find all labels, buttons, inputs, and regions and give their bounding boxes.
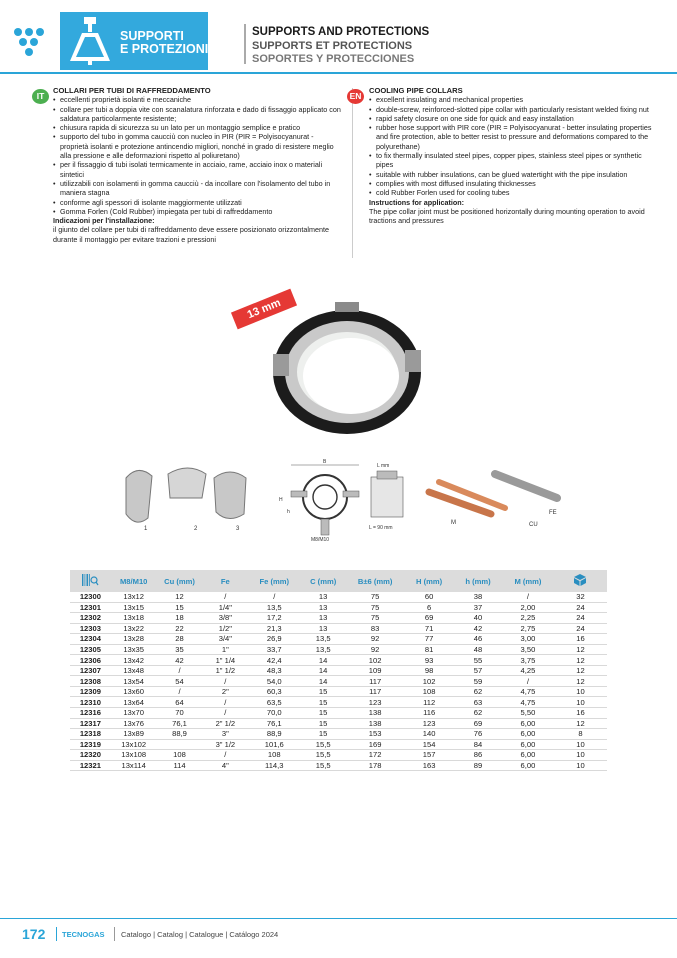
- table-row: [70, 697, 607, 708]
- table-cell: 32: [554, 592, 607, 602]
- col-header: C (mm): [300, 570, 346, 592]
- package-column-header: [554, 570, 607, 592]
- table-cell: /: [202, 708, 248, 719]
- product-code-cell: 12306: [70, 655, 111, 666]
- table-cell: /: [502, 592, 554, 602]
- product-code-cell: 12310: [70, 697, 111, 708]
- col-header: H (mm): [404, 570, 454, 592]
- table-cell: 169: [346, 739, 404, 750]
- table-row: [70, 634, 607, 645]
- table-cell: 60: [404, 592, 454, 602]
- table-cell: 6: [404, 602, 454, 613]
- table-cell: 3,00: [502, 634, 554, 645]
- table-cell: 75: [346, 592, 404, 602]
- product-code-cell: 12308: [70, 676, 111, 687]
- package-quantity-icon: [572, 573, 588, 587]
- instructions-text-en: The pipe collar joint must be positioned horizontally during mounting operation to avoid tractions and pressures: [369, 206, 645, 226]
- table-cell: 153: [346, 729, 404, 740]
- col-header: M8/M10: [111, 570, 157, 592]
- table-cell: 14: [300, 676, 346, 687]
- footer-rule: [0, 918, 677, 919]
- table-cell: 109: [346, 665, 404, 676]
- product-code-cell: 12318: [70, 729, 111, 740]
- table-cell: 102: [346, 655, 404, 666]
- table-cell: 154: [404, 739, 454, 750]
- table-cell: 75: [346, 602, 404, 613]
- table-cell: 69: [454, 718, 502, 729]
- table-cell: 114,3: [248, 760, 300, 771]
- step-label: 1: [144, 526, 148, 532]
- table-cell: 163: [404, 760, 454, 771]
- table-cell: 13x12: [111, 592, 157, 602]
- table-cell: 4,25: [502, 665, 554, 676]
- table-cell: 108: [404, 686, 454, 697]
- label-fe: FE: [549, 510, 557, 516]
- table-cell: 172: [346, 750, 404, 761]
- table-cell: 76,1: [248, 718, 300, 729]
- table-cell: 14: [300, 655, 346, 666]
- table-cell: 117: [346, 676, 404, 687]
- table-cell: 35: [157, 644, 203, 655]
- table-cell: /: [202, 592, 248, 602]
- table-cell: 48,3: [248, 665, 300, 676]
- table-cell: 13x28: [111, 634, 157, 645]
- table-cell: 92: [346, 644, 404, 655]
- table-row: [70, 760, 607, 771]
- table-cell: 15: [300, 729, 346, 740]
- table-row: [70, 739, 607, 750]
- column-divider: [352, 88, 353, 258]
- bullet-item: • complies with most diffused insulating thicknesses: [369, 179, 659, 188]
- product-code-cell: 12320: [70, 750, 111, 761]
- header-title-es: SOPORTES Y PROTECCIONES: [252, 53, 415, 65]
- bullet-item: • cold Rubber Forlen used for cooling tubes: [369, 188, 659, 197]
- table-cell: 86: [454, 750, 502, 761]
- label-cu: CU: [529, 522, 538, 528]
- table-cell: 69: [404, 613, 454, 624]
- table-cell: 48: [454, 644, 502, 655]
- col-header: Cu (mm): [157, 570, 203, 592]
- table-cell: 123: [404, 718, 454, 729]
- brand-name: TECNOGAS: [62, 930, 105, 939]
- table-cell: 37: [454, 602, 502, 613]
- table-cell: 140: [404, 729, 454, 740]
- dim-label-l: L mm: [377, 463, 390, 469]
- bullet-list-it: [53, 95, 343, 216]
- table-body: [70, 592, 607, 771]
- pipe-collar-photo: [265, 298, 430, 438]
- description-title-en: COOLING PIPE COLLARS: [369, 86, 463, 95]
- table-cell: 12: [554, 655, 607, 666]
- table-cell: 3,50: [502, 644, 554, 655]
- table-cell: 26,9: [248, 634, 300, 645]
- table-cell: 13x48: [111, 665, 157, 676]
- table-row: [70, 592, 607, 602]
- table-cell: 6,00: [502, 760, 554, 771]
- table-cell: 13: [300, 613, 346, 624]
- instructions-title-en: Instructions for application:: [369, 197, 465, 207]
- table-cell: 138: [346, 708, 404, 719]
- table-row: [70, 655, 607, 666]
- section-title: SUPPORTI E PROTEZIONI: [120, 29, 209, 56]
- table-cell: 12: [554, 676, 607, 687]
- table-cell: 2,00: [502, 602, 554, 613]
- table-cell: 1" 1/4: [202, 655, 248, 666]
- table-cell: 98: [404, 665, 454, 676]
- table-cell: 42,4: [248, 655, 300, 666]
- table-cell: 33,7: [248, 644, 300, 655]
- table-cell: 10: [554, 686, 607, 697]
- table-cell: 76: [454, 729, 502, 740]
- table-cell: 101,6: [248, 739, 300, 750]
- table-cell: 13x108: [111, 750, 157, 761]
- table-cell: 60,3: [248, 686, 300, 697]
- col-header: Fe (mm): [248, 570, 300, 592]
- table-cell: 13x70: [111, 708, 157, 719]
- col-header: M (mm): [502, 570, 554, 592]
- product-code-cell: 12304: [70, 634, 111, 645]
- table-row: [70, 686, 607, 697]
- header-divider: [244, 24, 246, 64]
- table-cell: 57: [454, 665, 502, 676]
- table-cell: 1": [202, 644, 248, 655]
- thickness-badge: 13 mm: [231, 289, 297, 330]
- menu-dots-icon: [14, 26, 50, 56]
- table-row: [70, 676, 607, 687]
- dim-label-h-small: h: [287, 509, 290, 515]
- table-cell: 54: [157, 676, 203, 687]
- table-cell: 2": [202, 686, 248, 697]
- table-cell: 70: [157, 708, 203, 719]
- table-row: [70, 602, 607, 613]
- description-en: [369, 86, 659, 225]
- dim-label-b: B: [323, 459, 327, 465]
- table-cell: 24: [554, 623, 607, 634]
- table-cell: [157, 739, 203, 750]
- table-cell: 64: [157, 697, 203, 708]
- instructions-text-it: il giunto del collare per tubi di raffreddamento deve essere posizionato orizzontalmente durante il montaggio per evitare trazioni e pressioni: [53, 225, 329, 244]
- table-row: [70, 613, 607, 624]
- step-label: 3: [236, 526, 240, 532]
- table-cell: 2" 1/2: [202, 718, 248, 729]
- support-clamp-icon: [62, 13, 118, 69]
- table-cell: 3": [202, 729, 248, 740]
- table-cell: 12: [157, 592, 203, 602]
- table-cell: 10: [554, 750, 607, 761]
- table-cell: 17,2: [248, 613, 300, 624]
- dim-label-l90: L = 90 mm: [369, 525, 393, 531]
- table-header-row: [70, 570, 607, 592]
- table-cell: 4": [202, 760, 248, 771]
- product-code-cell: 12300: [70, 592, 111, 602]
- installation-steps-diagram: [118, 458, 258, 536]
- table-cell: 13x15: [111, 602, 157, 613]
- table-cell: 77: [404, 634, 454, 645]
- table-cell: /: [248, 592, 300, 602]
- table-cell: 15,5: [300, 750, 346, 761]
- table-cell: 12: [554, 665, 607, 676]
- table-cell: 12: [554, 718, 607, 729]
- table-cell: 138: [346, 718, 404, 729]
- table-cell: 88,9: [248, 729, 300, 740]
- product-code-cell: 12302: [70, 613, 111, 624]
- bullet-item: • to fix thermally insulated steel pipes, copper pipes, stainless steel pipes or synthetic pipes: [369, 151, 659, 170]
- table-cell: 21,3: [248, 623, 300, 634]
- table-cell: 3/8": [202, 613, 248, 624]
- table-cell: 13x114: [111, 760, 157, 771]
- table-cell: /: [202, 750, 248, 761]
- table-cell: 15: [300, 708, 346, 719]
- footer-divider: [114, 927, 115, 941]
- table-cell: 12: [554, 644, 607, 655]
- table-cell: 18: [157, 613, 203, 624]
- table-cell: 4,75: [502, 697, 554, 708]
- table-cell: 102: [404, 676, 454, 687]
- table-cell: 13x22: [111, 623, 157, 634]
- table-row: [70, 718, 607, 729]
- table-cell: 92: [346, 634, 404, 645]
- col-header: B±6 (mm): [346, 570, 404, 592]
- table-cell: 116: [404, 708, 454, 719]
- table-cell: 54,0: [248, 676, 300, 687]
- table-cell: 114: [157, 760, 203, 771]
- table-cell: 1/2": [202, 623, 248, 634]
- table-cell: 22: [157, 623, 203, 634]
- table-cell: 108: [157, 750, 203, 761]
- dimension-diagram: [273, 457, 413, 543]
- table-cell: 6,00: [502, 739, 554, 750]
- bullet-list-en: [369, 95, 659, 197]
- table-cell: 38: [454, 592, 502, 602]
- table-cell: 2,25: [502, 613, 554, 624]
- product-code-cell: 12319: [70, 739, 111, 750]
- table-cell: 14: [300, 665, 346, 676]
- table-cell: 13,5: [248, 602, 300, 613]
- table-cell: 13x102: [111, 739, 157, 750]
- table-cell: 13: [300, 623, 346, 634]
- table-cell: 28: [157, 634, 203, 645]
- table-cell: 15: [300, 697, 346, 708]
- table-cell: 46: [454, 634, 502, 645]
- table-cell: 63,5: [248, 697, 300, 708]
- col-header: h (mm): [454, 570, 502, 592]
- table-cell: 15: [300, 718, 346, 729]
- dim-label-thread: M8/M10: [311, 537, 330, 543]
- table-cell: 8: [554, 729, 607, 740]
- barcode-search-icon: [81, 573, 99, 587]
- table-cell: 3,75: [502, 655, 554, 666]
- dim-label-m: M: [451, 520, 456, 526]
- table-cell: 24: [554, 602, 607, 613]
- bullet-item: • rapid safety closure on one side for quick and easy installation: [369, 114, 659, 123]
- table-cell: 15: [300, 686, 346, 697]
- table-cell: 76,1: [157, 718, 203, 729]
- catalog-label: Catalogo | Catalog | Catalogue | Catálogo 2024: [121, 930, 279, 939]
- product-code-cell: 12317: [70, 718, 111, 729]
- product-table: [70, 570, 607, 771]
- table-cell: /: [202, 697, 248, 708]
- bullet-item: • per il fissaggio di tubi isolati termicamente in acciaio, rame, acciaio inox o materiali sintetici: [53, 160, 343, 179]
- table-row: [70, 750, 607, 761]
- product-code-cell: 12316: [70, 708, 111, 719]
- table-cell: 13x54: [111, 676, 157, 687]
- page-number: 172: [22, 926, 46, 942]
- instructions-title-it: Indicazioni per l'installazione:: [53, 216, 155, 226]
- bullet-item: • Gomma Forlen (Cold Rubber) impiegata per tubi di raffreddamento: [53, 207, 343, 216]
- table-cell: 88,9: [157, 729, 203, 740]
- table-cell: /: [157, 665, 203, 676]
- bullet-item: • conforme agli spessori di isolante maggiormente utilizzati: [53, 198, 343, 207]
- table-cell: 24: [554, 613, 607, 624]
- table-cell: 3/4": [202, 634, 248, 645]
- bullet-item: • eccellenti proprietà isolanti e meccaniche: [53, 95, 343, 104]
- table-cell: 13,5: [300, 644, 346, 655]
- table-cell: /: [202, 676, 248, 687]
- table-cell: 3" 1/2: [202, 739, 248, 750]
- table-cell: 40: [454, 613, 502, 624]
- col-header: Fe: [202, 570, 248, 592]
- table-cell: 71: [404, 623, 454, 634]
- table-cell: 62: [454, 708, 502, 719]
- table-cell: 10: [554, 739, 607, 750]
- bullet-item: • supporto del tubo in gomma caucciù con nucleo in PIR (PIR = Polyisocyanurat - proprietà isolanti e protezione antincendio migliori, nonché in grado di resistere meglio alla pressione e alle deformazioni rispetto al poliuretano): [53, 132, 343, 160]
- table-cell: /: [502, 676, 554, 687]
- table-cell: 15,5: [300, 760, 346, 771]
- product-code-cell: 12309: [70, 686, 111, 697]
- header-rule: [0, 72, 677, 74]
- table-cell: 13x64: [111, 697, 157, 708]
- table-cell: 6,00: [502, 718, 554, 729]
- table-cell: 112: [404, 697, 454, 708]
- table-cell: 13x18: [111, 613, 157, 624]
- table-cell: 13,5: [300, 634, 346, 645]
- description-it: [53, 86, 343, 244]
- header-title-en: SUPPORTS AND PROTECTIONS: [252, 26, 430, 38]
- table-cell: 1/4": [202, 602, 248, 613]
- table-cell: 81: [404, 644, 454, 655]
- table-cell: 62: [454, 686, 502, 697]
- table-cell: 13: [300, 592, 346, 602]
- table-cell: 5,50: [502, 708, 554, 719]
- table-cell: 6,00: [502, 729, 554, 740]
- table-cell: 59: [454, 676, 502, 687]
- table-cell: 55: [454, 655, 502, 666]
- bullet-item: • chiusura rapida di sicurezza su un lato per un montaggio semplice e pratico: [53, 123, 343, 132]
- table-row: [70, 644, 607, 655]
- table-cell: 157: [404, 750, 454, 761]
- table-cell: 16: [554, 708, 607, 719]
- product-code-cell: 12303: [70, 623, 111, 634]
- table-cell: 117: [346, 686, 404, 697]
- table-cell: 13x35: [111, 644, 157, 655]
- table-cell: 13x42: [111, 655, 157, 666]
- product-code-cell: 12301: [70, 602, 111, 613]
- table-cell: /: [157, 686, 203, 697]
- table-row: [70, 665, 607, 676]
- table-cell: 13x89: [111, 729, 157, 740]
- pipes-diagram: [425, 462, 565, 538]
- bullet-item: • rubber hose support with PIR core (PIR = Polyisocyanurat - better insulating properties and fire protection, able to better resist to pressure and deformations compared to the polyurethane): [369, 123, 659, 151]
- table-cell: 10: [554, 697, 607, 708]
- footer-divider: [56, 927, 57, 941]
- table-cell: 10: [554, 760, 607, 771]
- table-cell: 84: [454, 739, 502, 750]
- step-label: 2: [194, 526, 198, 532]
- bullet-item: • suitable with rubber insulations, can be glued watertight with the pipe insulation: [369, 170, 659, 179]
- table-cell: 70,0: [248, 708, 300, 719]
- product-code-cell: 12305: [70, 644, 111, 655]
- table-cell: 63: [454, 697, 502, 708]
- lang-badge-it: IT: [32, 89, 49, 104]
- table-row: [70, 708, 607, 719]
- bullet-item: • utilizzabili con isolamenti in gomma caucciù - da incollare con l'isolamento del tubo in maniera stagna: [53, 179, 343, 198]
- code-column-header: [70, 570, 111, 592]
- table-cell: 13: [300, 602, 346, 613]
- table-cell: 93: [404, 655, 454, 666]
- table-cell: 42: [157, 655, 203, 666]
- table-cell: 15,5: [300, 739, 346, 750]
- table-cell: 108: [248, 750, 300, 761]
- table-row: [70, 623, 607, 634]
- table-cell: 13x76: [111, 718, 157, 729]
- table-cell: 16: [554, 634, 607, 645]
- table-cell: 75: [346, 613, 404, 624]
- table-cell: 42: [454, 623, 502, 634]
- table-cell: 83: [346, 623, 404, 634]
- table-cell: 2,75: [502, 623, 554, 634]
- table-cell: 89: [454, 760, 502, 771]
- lang-badge-en: EN: [347, 89, 364, 104]
- bullet-item: • collare per tubi a doppia vite con scanalatura rinforzata e dado di fissaggio applicato con saldatura particolarmente resistente;: [53, 105, 343, 124]
- bullet-item: • excellent insulating and mechanical properties: [369, 95, 659, 104]
- table-cell: 15: [157, 602, 203, 613]
- dim-label-h: H: [279, 497, 283, 503]
- table-cell: 4,75: [502, 686, 554, 697]
- bullet-item: • double-screw, reinforced-slotted pipe collar with particularly resistant welded fixing nut: [369, 105, 659, 114]
- table-cell: 178: [346, 760, 404, 771]
- product-code-cell: 12321: [70, 760, 111, 771]
- description-title-it: COLLARI PER TUBI DI RAFFREDDAMENTO: [53, 86, 211, 95]
- product-code-cell: 12307: [70, 665, 111, 676]
- table-row: [70, 729, 607, 740]
- table-cell: 13x60: [111, 686, 157, 697]
- table-cell: 6,00: [502, 750, 554, 761]
- header-title-fr: SUPPORTS ET PROTECTIONS: [252, 40, 413, 52]
- table-cell: 123: [346, 697, 404, 708]
- table-cell: 1" 1/2: [202, 665, 248, 676]
